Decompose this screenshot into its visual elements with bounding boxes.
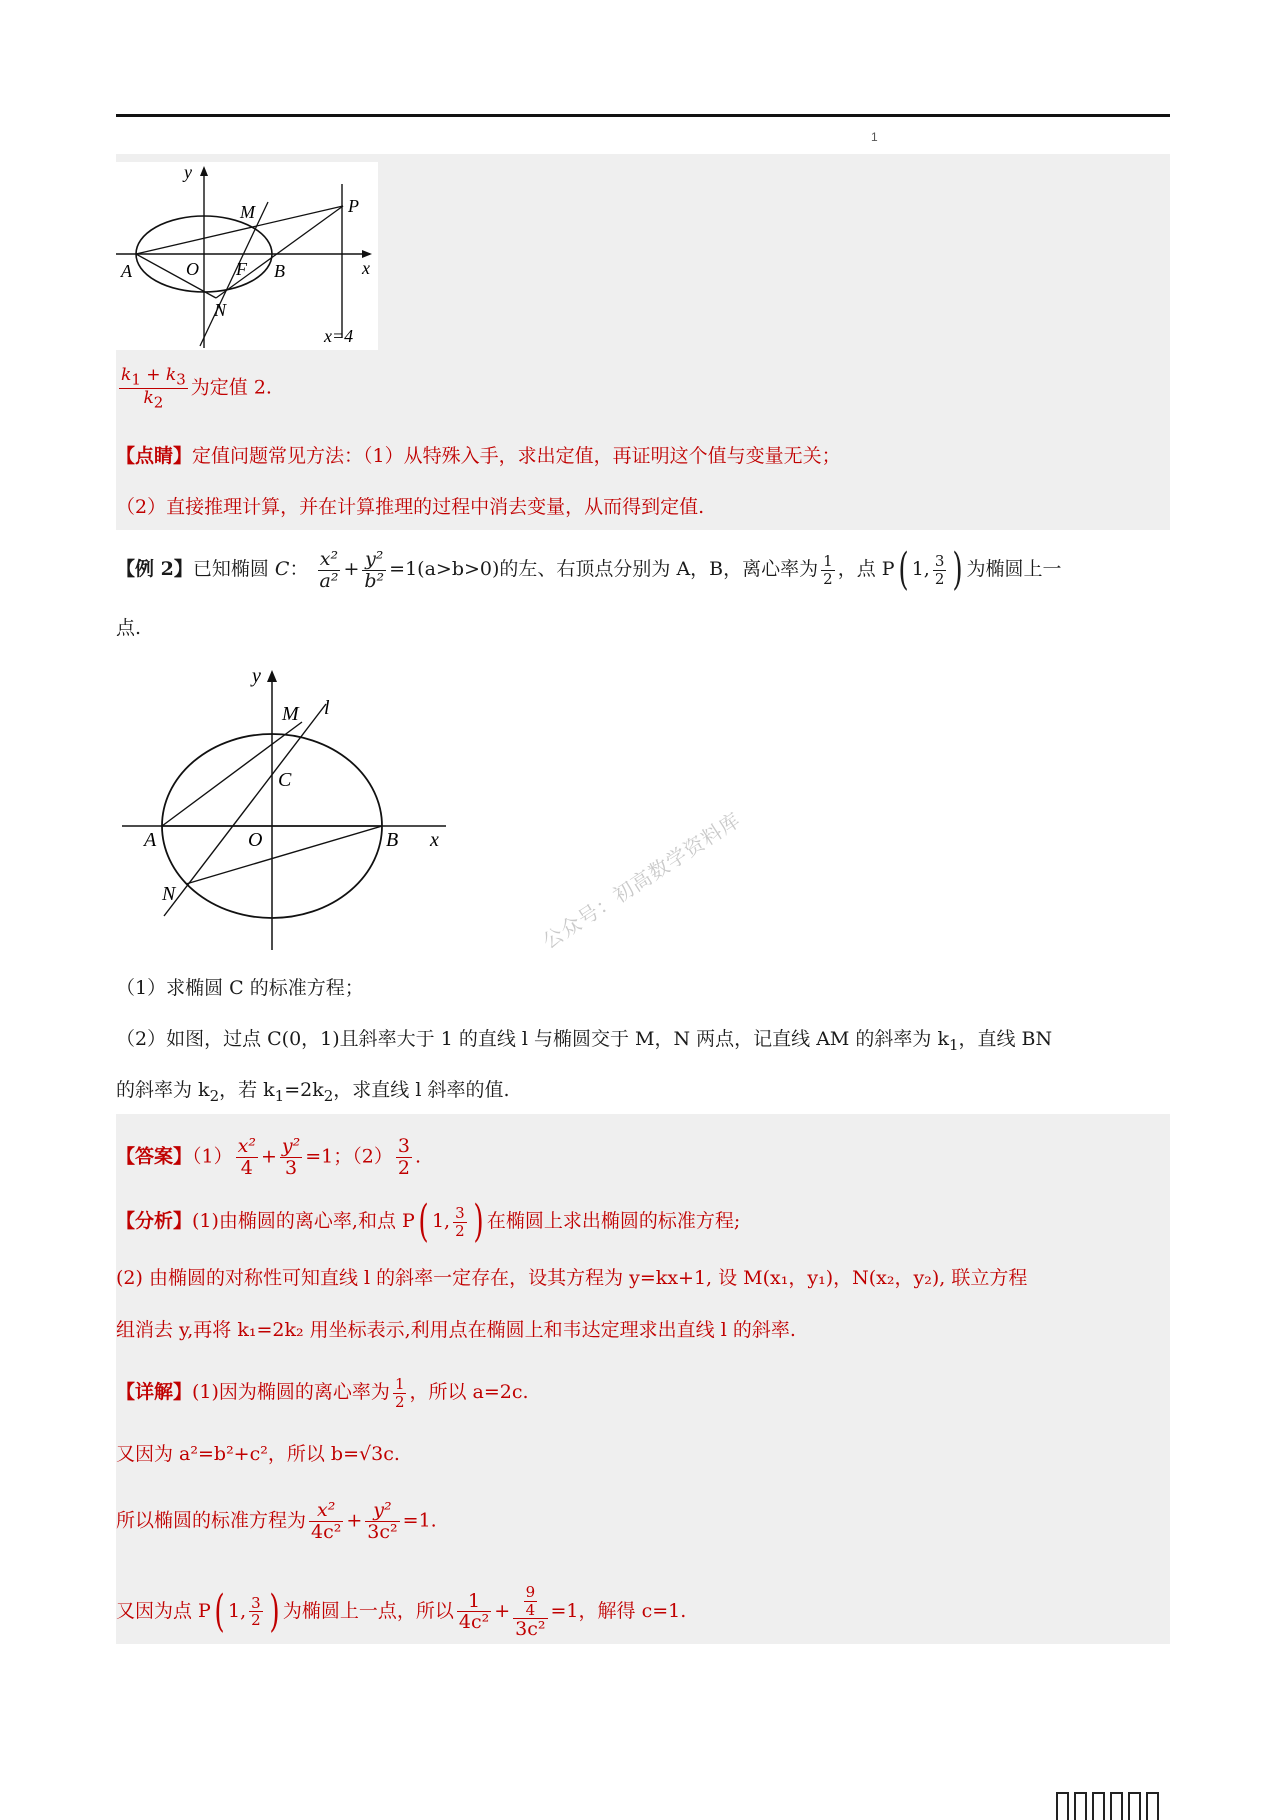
figure-ellipse-2 <box>116 664 456 954</box>
question-2-line-1: （2）如图，过点 C(0，1)且斜率大于 1 的直线 l 与椭圆交于 M，N 两点，记直线 AM 的斜率为 $k_1$，直线 BN <box>116 1028 1053 1054</box>
example-line-2: 点. <box>116 617 142 639</box>
question-1: （1）求椭圆 C 的标准方程； <box>116 977 364 999</box>
tip-line-2: （2）直接推理计算，并在计算推理的过程中消去变量，从而得到定值. <box>116 496 705 518</box>
detail-line-3: 所以椭圆的标准方程为 $\frac{\text{x²}}{\text{4c²}}$ + $\frac{\text{y²}}{\text{3c²}}$ =1. <box>116 1499 437 1543</box>
fig2-label-C: C <box>278 769 292 791</box>
fig1-label-P: P <box>348 196 359 216</box>
fig2-label-B: B <box>386 829 399 851</box>
fig1-label-M: M <box>240 202 255 222</box>
fig2-label-M: M <box>282 703 299 725</box>
fig1-label-B: B <box>274 261 285 281</box>
fig1-label-y: y <box>184 162 192 182</box>
detail-line-1: 【详解】(1)因为椭圆的离心率为 $\frac{1}{2}$ ，所以 a=2c. <box>116 1375 529 1411</box>
example-line-1: 【例 2】已知椭圆 C： $\frac{\text{x²}}{\text{a²}}$ + $\frac{\text{y²}}{\text{b²}}$ =1(a>b>0)的左、右顶点分别为 A，B，离心率为 $\frac{1}{2}$ ，点 P( 1, $\frac{3}{2}$ ) 为椭圆上一 <box>116 544 1062 595</box>
top-rule <box>116 114 1170 117</box>
bottom-bar-1 <box>1056 1792 1069 1820</box>
question-2-line-2: 的斜率为 $k_2$，若 $k_1=2k_2$，求直线 l 斜率的值. <box>116 1079 510 1105</box>
result-line: $\frac{k_1 + k_3}{k_2}$ 为定值 2. <box>121 365 272 412</box>
analysis-line-1: 【分析】(1)由椭圆的离心率,和点 P( 1, $\frac{3}{2}$ ) 在椭圆上求出椭圆的标准方程; <box>116 1196 741 1247</box>
fig1-label-A: A <box>121 261 132 281</box>
bottom-bar-5 <box>1128 1792 1141 1820</box>
figure-ellipse-1 <box>116 162 378 350</box>
fig2-label-N: N <box>162 883 176 905</box>
fig2-label-O: O <box>248 829 263 851</box>
bottom-bar-3 <box>1092 1792 1105 1820</box>
analysis-line-2: (2) 由椭圆的对称性可知直线 l 的斜率一定存在，设其方程为 y=kx+1, 设 M(x₁，y₁)，N(x₂，y₂), 联立方程 <box>116 1267 1028 1289</box>
detail-line-2: 又因为 a²=b²+c²，所以 b=√3c. <box>116 1443 400 1465</box>
fig1-label-F: F <box>236 259 247 279</box>
fig1-label-line: x=4 <box>324 326 354 346</box>
tip-line-1: 【点睛】定值问题常见方法：（1）从特殊入手，求出定值，再证明这个值与变量无关； <box>116 445 841 467</box>
fig2-label-l: l <box>324 697 330 719</box>
bottom-bar-2 <box>1074 1792 1087 1820</box>
bottom-bar-6 <box>1146 1792 1159 1820</box>
fig1-label-x: x <box>362 258 370 278</box>
page-mark: 1 <box>871 130 878 144</box>
fig1-label-O: O <box>186 259 199 279</box>
detail-line-4: 又因为点 P( 1, $\frac{3}{2}$ ) 为椭圆上一点，所以 $\frac{1}{\text{4c²}}$ + $\frac{\frac{9}{4}}{\text{3c²}}$ =1，解得 c=1. <box>116 1583 687 1640</box>
fig1-label-N: N <box>214 300 227 320</box>
fig2-label-x: x <box>430 829 439 851</box>
analysis-line-3: 组消去 y,再将 k₁=2k₂ 用坐标表示,利用点在椭圆上和韦达定理求出直线 l 的斜率. <box>116 1319 796 1341</box>
fig2-label-y: y <box>252 665 261 687</box>
fig2-label-A: A <box>144 829 157 851</box>
answer-line: 【答案】（1） $\frac{\text{x²}}{4}$ + $\frac{\text{y²}}{3}$ =1；（2） $\frac{3}{2}$ . <box>116 1135 421 1179</box>
ratio-fraction: $\frac{k_1 + k_3}{k_2}$ <box>121 365 186 412</box>
watermark: 公众号：初高数学资料库 <box>538 807 745 954</box>
bottom-bar-4 <box>1110 1792 1123 1820</box>
